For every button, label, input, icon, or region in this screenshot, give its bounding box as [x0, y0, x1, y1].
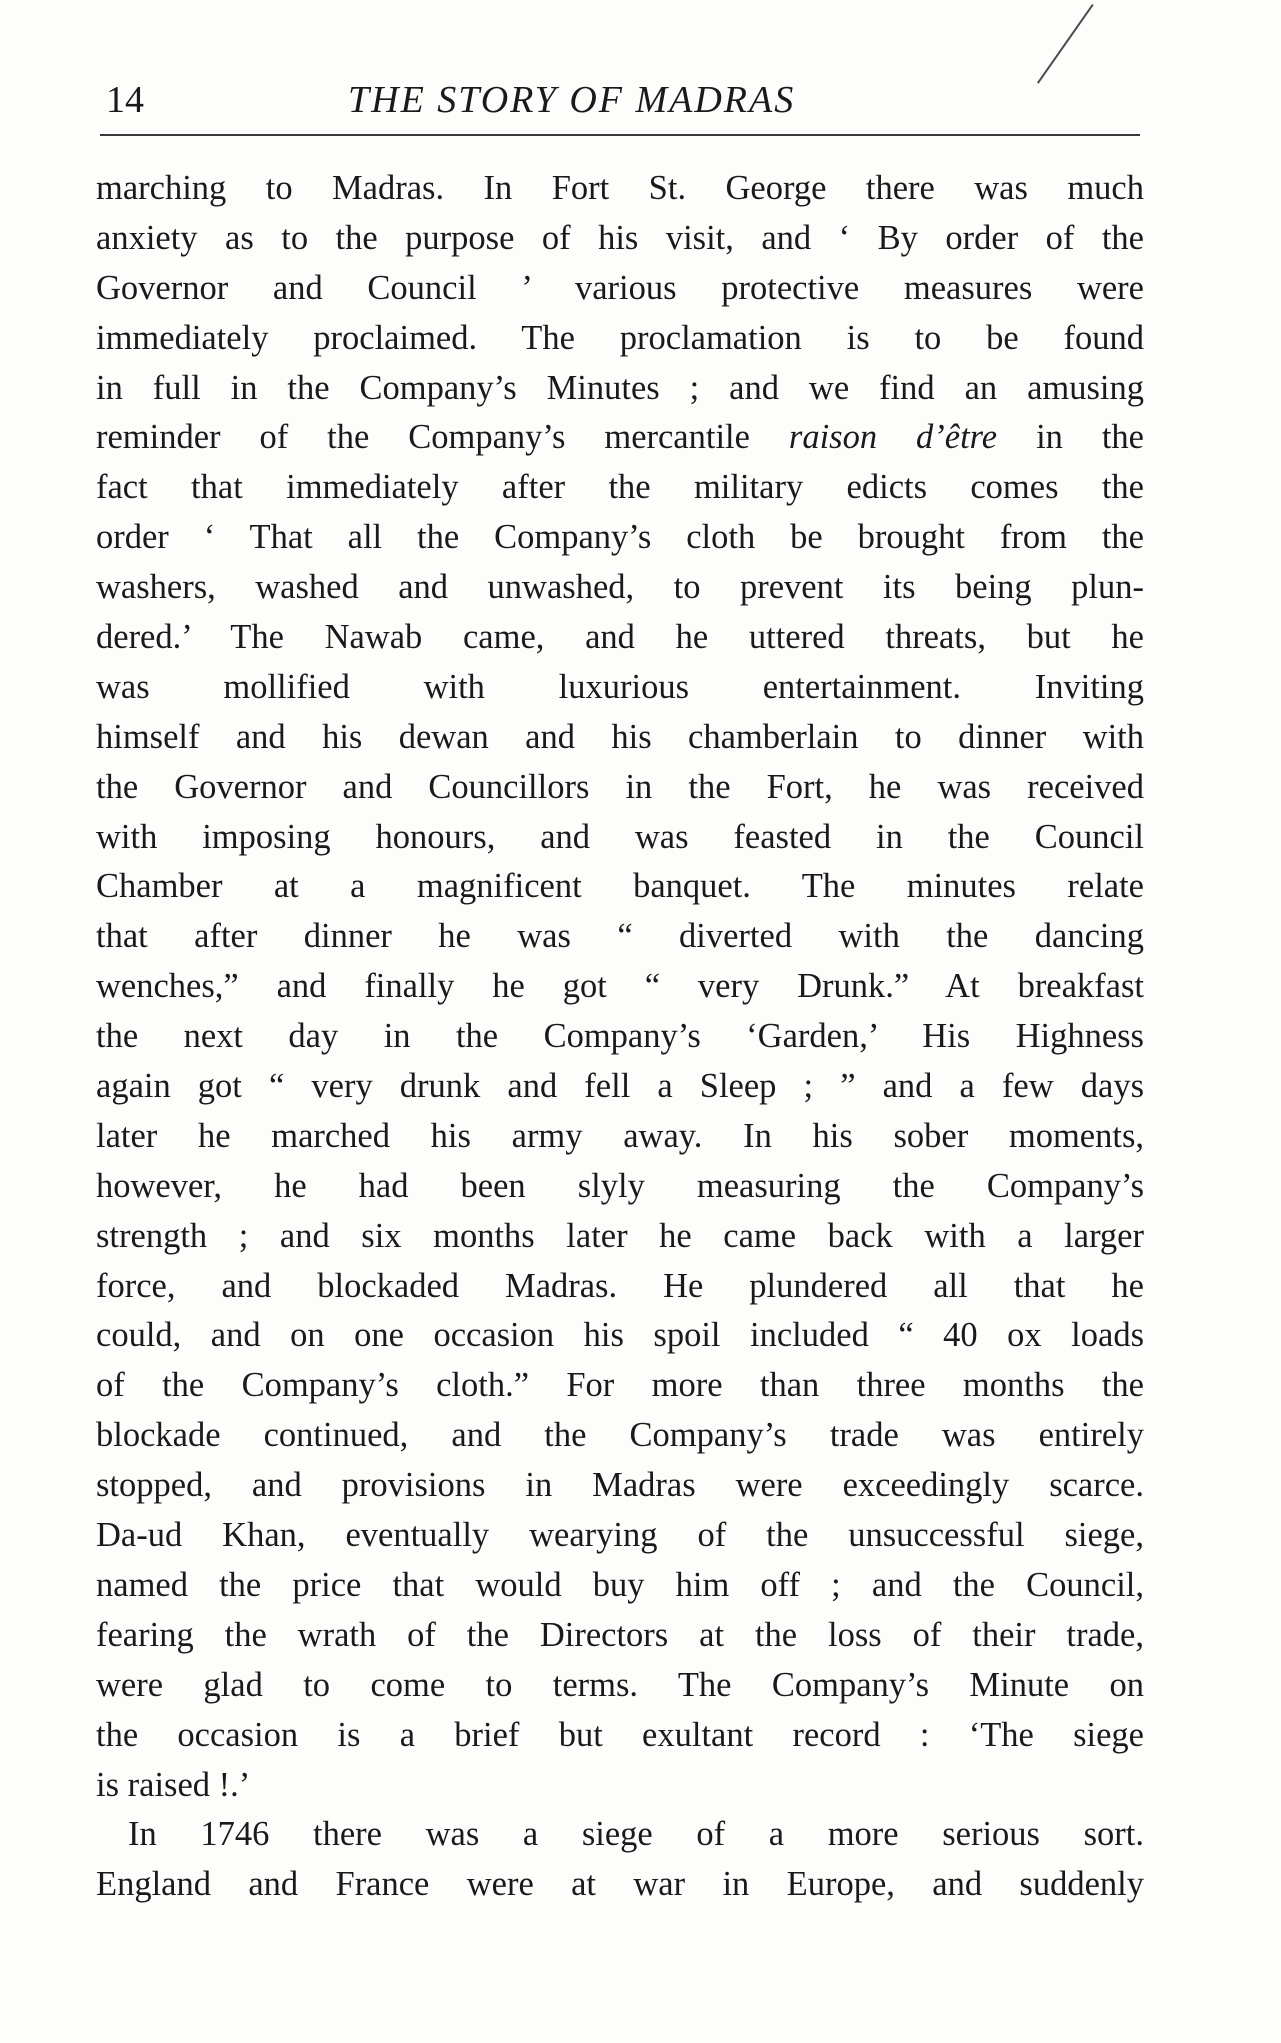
body-text — [96, 164, 1144, 1910]
page-header — [100, 74, 1140, 126]
text-line: with imposing honours, and was feasted in the Council — [96, 817, 1144, 856]
text-line: wenches,” and finally he got “ very Drunk.” At breakfast — [96, 967, 1144, 1006]
text-line: dered.’ The Nawab came, and he uttered threats, but he — [96, 618, 1144, 657]
text-line: himself and his dewan and his chamberlain to dinner with — [96, 717, 1144, 756]
text-line: in full in the Company’s Minutes ; and we find an amusing — [96, 368, 1144, 407]
text-line: stopped, and provisions in Madras were exceedingly scarce. — [96, 1466, 1144, 1505]
pencil-margin-mark — [1037, 4, 1094, 84]
text-line: blockade continued, and the Company’s trade was entirely — [96, 1416, 1144, 1455]
text-line: the Governor and Councillors in the Fort, he was received — [96, 767, 1144, 806]
running-title: THE STORY OF MADRAS — [348, 79, 796, 121]
text-line: fearing the wrath of the Directors at the loss of their trade, — [96, 1615, 1144, 1654]
text-line: the next day in the Company’s ‘Garden,’ His Highness — [96, 1017, 1144, 1056]
text-line: is raised !.’ — [96, 1765, 251, 1804]
text-line: order ‘ That all the Company’s cloth be brought from the — [96, 518, 1144, 557]
text-line: marching to Madras. In Fort St. George there was much — [96, 169, 1144, 207]
text-line: washers, washed and unwashed, to prevent its being plun- — [96, 568, 1144, 607]
text-line: Governor and Council ’ various protective measures were — [96, 268, 1144, 307]
text-line: reminder of the Company’s mercantile raison d’être in the — [96, 418, 1144, 457]
text-line: force, and blockaded Madras. He plundered all that he — [96, 1266, 1144, 1305]
header-rule — [100, 134, 1140, 136]
text-line: named the price that would buy him off ; and the Council, — [96, 1565, 1144, 1604]
text-line: Chamber at a magnificent banquet. The minutes relate — [96, 867, 1144, 906]
text-line: England and France were at war in Europe, and suddenly — [96, 1865, 1144, 1904]
text-line: fact that immediately after the military edicts comes the — [96, 468, 1144, 507]
text-line: In 1746 there was a siege of a more serious sort. — [128, 1815, 1144, 1854]
text-line: of the Company’s cloth.” For more than three months the — [96, 1366, 1144, 1405]
text-line: strength ; and six months later he came back with a larger — [96, 1216, 1144, 1255]
text-line: again got “ very drunk and fell a Sleep ; ” and a few days — [96, 1067, 1144, 1106]
italic-phrase: raison d’être — [788, 418, 998, 457]
text-line: the occasion is a brief but exultant record : ‘The siege — [96, 1715, 1144, 1754]
text-line: later he marched his army away. In his sober moments, — [96, 1116, 1144, 1155]
text-line: was mollified with luxurious entertainment. Inviting — [96, 667, 1144, 706]
text-line: were glad to come to terms. The Company’s Minute on — [96, 1665, 1144, 1704]
paragraph-2 — [96, 1810, 1144, 1910]
paragraph-1 — [96, 164, 1144, 1810]
text-line: could, and on one occasion his spoil included “ 40 ox loads — [96, 1316, 1144, 1355]
text-line: that after dinner he was “ diverted with the dancing — [96, 917, 1144, 956]
text-line: immediately proclaimed. The proclamation is to be found — [96, 318, 1144, 357]
text-line: anxiety as to the purpose of his visit, and ‘ By order of the — [96, 218, 1144, 257]
text-line: however, he had been slyly measuring the Company’s — [96, 1166, 1144, 1205]
page-number: 14 — [106, 79, 144, 121]
text-line: Da-ud Khan, eventually wearying of the unsuccessful siege, — [96, 1516, 1144, 1555]
